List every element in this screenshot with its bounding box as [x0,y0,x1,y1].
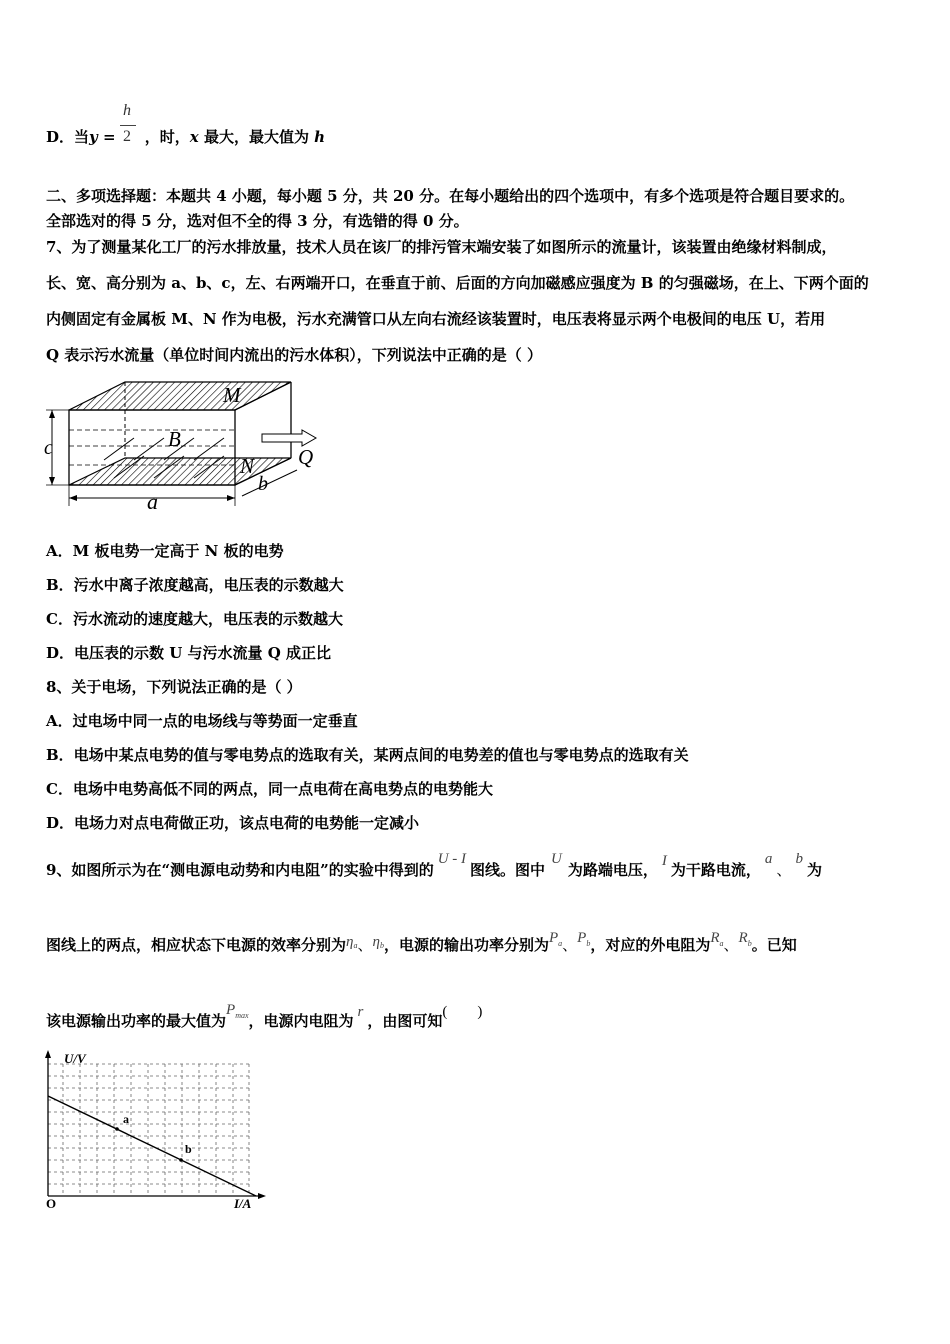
label-m: M [223,383,241,407]
q7-option-c: C．污水流动的速度越大，电压表的示数越大 [46,610,343,628]
q7-option-d: D．电压表的示数 U 与污水流量 Q 成正比 [46,644,332,662]
q7-line1: 7、为了测量某化工厂的污水排放量，技术人员在该厂的排污管末端安装了如图所示的流量计，该装置由绝缘材料制成， [46,238,837,256]
q8-option-c: C．电场中电势高低不同的两点，同一点电荷在高电势点的电势能大 [46,780,493,798]
fraction-numerator: h [123,102,131,119]
label-q: Q [298,445,314,469]
q7-option-a: A．M 板电势一定高于 N 板的电势 [46,542,284,560]
section2-line2: 全部选对的得 5 分，选对但不全的得 3 分，有选错的得 0 分。 [46,212,469,230]
label-origin: O [46,1196,57,1210]
q7-line4: Q 表示污水流量（单位时间内流出的污水体积），下列说法中正确的是（ ） [46,346,543,364]
q9-line3: 该电源输出功率的最大值为$P^{max}$，电源内电阻为 r ，由图可知( ) [46,1002,483,1030]
label-n: N [240,454,255,478]
label-c: c [44,437,53,459]
section2-line1: 二、多项选择题：本题共 4 小题，每小题 5 分，共 20 分。在每小题给出的四个选项中，有多个选项是符合题目要求的。 [46,187,855,205]
flowmeter-figure [44,378,329,513]
q7-option-b: B．污水中离子浓度越高，电压表的示数越大 [46,576,344,594]
point-b [179,1158,183,1162]
q8-option-b: B．电场中某点电势的值与零电势点的选取有关，某两点间的电势差的值也与零电势点的选取有关 [46,746,689,764]
flow-arrow [262,430,316,446]
label-y-axis: U/V [64,1051,86,1066]
fraction-denominator: 2 [123,128,131,145]
q8-option-a: A．过电场中同一点的电场线与等势面一定垂直 [46,712,358,730]
label-b-dim: b [258,473,268,495]
plate-m [69,382,291,410]
graph-grid [48,1064,249,1196]
fraction-bar [120,125,136,126]
q9-line1: 9、如图所示为在“测电源电动势和内电阻”的实验中得到的U - I图线。图中U为路端电压， I 为干路电流，a、b为 [46,851,822,879]
ui-line [48,1096,256,1196]
label-point-a: a [123,1112,129,1126]
q8-option-d: D．电场力对点电荷做正功，该点电荷的电势能一定减小 [46,814,420,832]
q7-line3: 内侧固定有金属板 M、N 作为电极，污水充满管口从左向右流经该装置时，电压表将显示两个电极间的电压 U，若用 [46,310,826,328]
label-b-field: B [168,427,181,451]
q7-line2: 长、宽、高分别为 a、b、c，左、右两端开口，在垂直于前、后面的方向加磁感应强度为 B 的匀强磁场，在上、下两个面的 [46,274,869,292]
point-a [115,1127,119,1131]
q6-option-d: D．当y = ，时，x 最大，最大值为 h [46,128,326,146]
q8-stem: 8、关于电场，下列说法正确的是（ ） [46,678,302,696]
label-x-axis: I/A [234,1196,252,1210]
label-a: a [147,489,158,513]
ui-graph [44,1050,269,1210]
q9-line2: 图线上的两点，相应状态下电源的效率分别为ηa、ηb，电源的输出功率分别为$P^a$、$P^b$，对应的外电阻为$R^a$、$R^b$。已知 [46,930,797,954]
label-point-b: b [185,1142,192,1156]
